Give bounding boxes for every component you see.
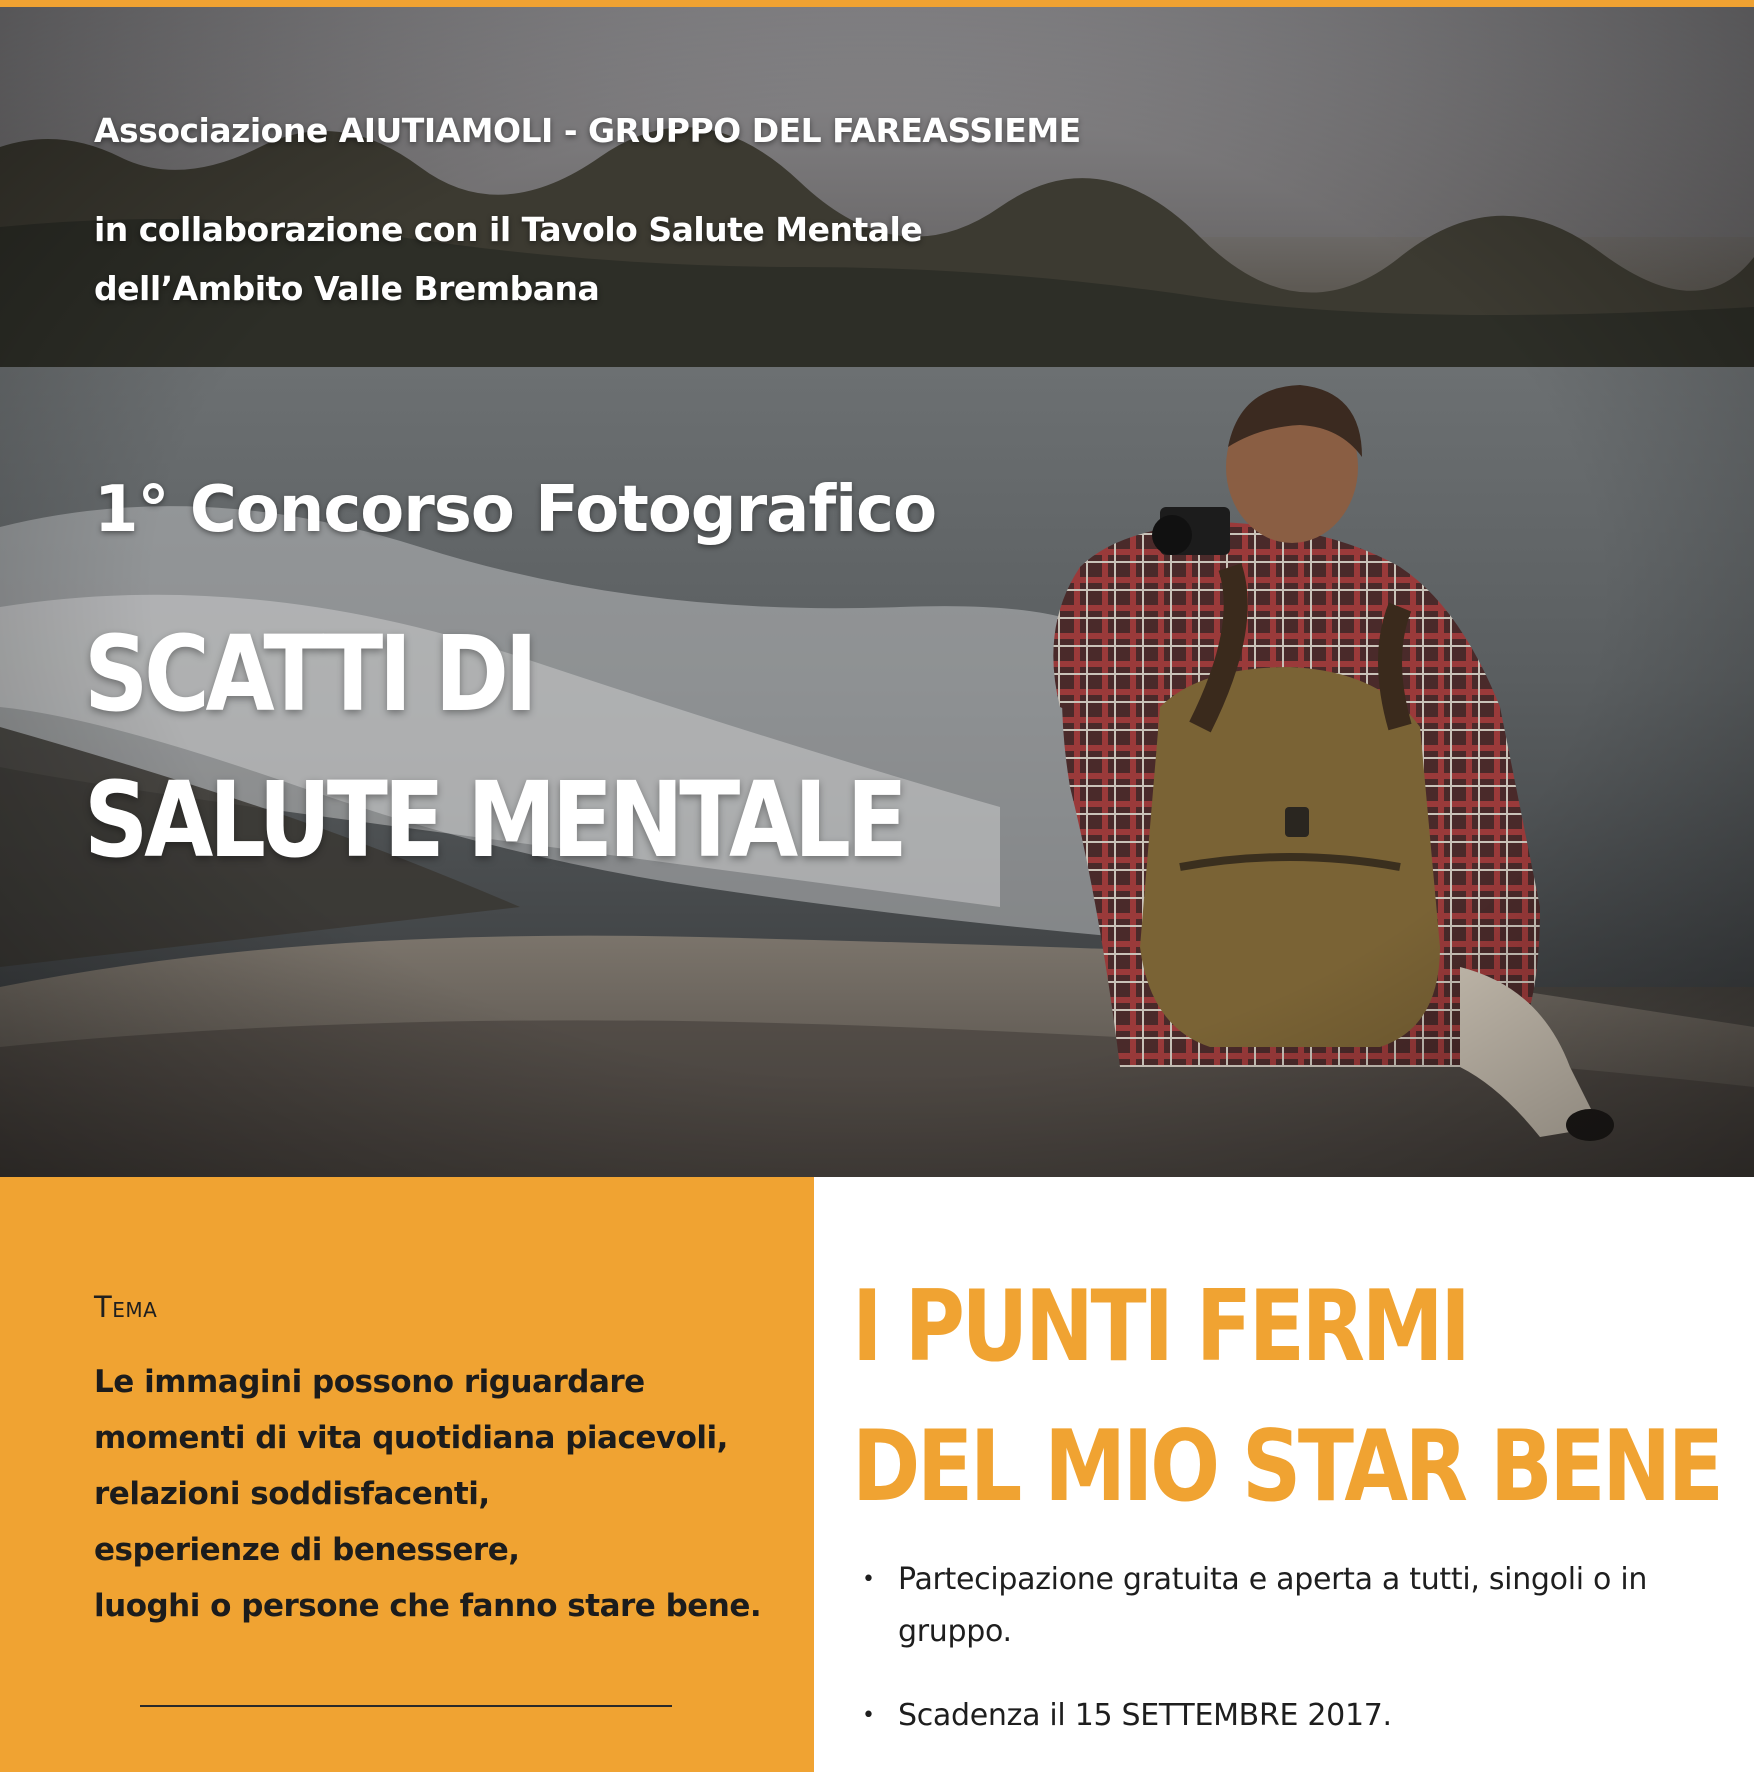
bullet-icon: • xyxy=(862,1703,875,1728)
theme-line: relazioni soddisfacenti, xyxy=(94,1476,490,1512)
panel-divider xyxy=(140,1705,672,1707)
rule-item-participation xyxy=(862,1554,1722,1658)
theme-line: momenti di vita quotidiana piacevoli, xyxy=(94,1420,728,1456)
collaboration-text xyxy=(94,200,922,318)
theme-description xyxy=(94,1354,794,1634)
headline-line-2: DEL MIO STAR BENE xyxy=(852,1410,1721,1524)
rule-text: gruppo. xyxy=(898,1614,1012,1649)
contest-label: 1° Concorso Fotografico xyxy=(94,473,937,547)
headline-line-1: I PUNTI FERMI xyxy=(852,1270,1468,1384)
theme-line: luoghi o persone che fanno stare bene. xyxy=(94,1588,762,1624)
rule-text: Scadenza il 15 SETTEMBRE 2017. xyxy=(898,1698,1392,1733)
theme-line: esperienze di benessere, xyxy=(94,1532,520,1568)
bullet-icon: • xyxy=(862,1567,875,1592)
hero-photo xyxy=(0,7,1754,1177)
rules-list xyxy=(862,1554,1722,1742)
theme-line: Le immagini possono riguardare xyxy=(94,1364,645,1400)
organization-line: Associazione AIUTIAMOLI - GRUPPO DEL FAREASSIEME xyxy=(94,111,1081,150)
collaboration-line-2: dell’Ambito Valle Brembana xyxy=(94,269,600,308)
contest-title-line-2: SALUTE MENTALE xyxy=(84,759,904,881)
top-accent-stripe xyxy=(0,0,1754,7)
rule-text: Partecipazione gratuita e aperta a tutti, singoli o in xyxy=(898,1562,1648,1597)
theme-label: Tema xyxy=(94,1290,158,1324)
collaboration-line-1: in collaborazione con il Tavolo Salute Mentale xyxy=(94,210,923,249)
contest-title-line-1: SCATTI DI xyxy=(84,613,534,735)
photographer-by-river-image xyxy=(0,7,1754,1177)
rule-item-deadline xyxy=(862,1690,1722,1742)
